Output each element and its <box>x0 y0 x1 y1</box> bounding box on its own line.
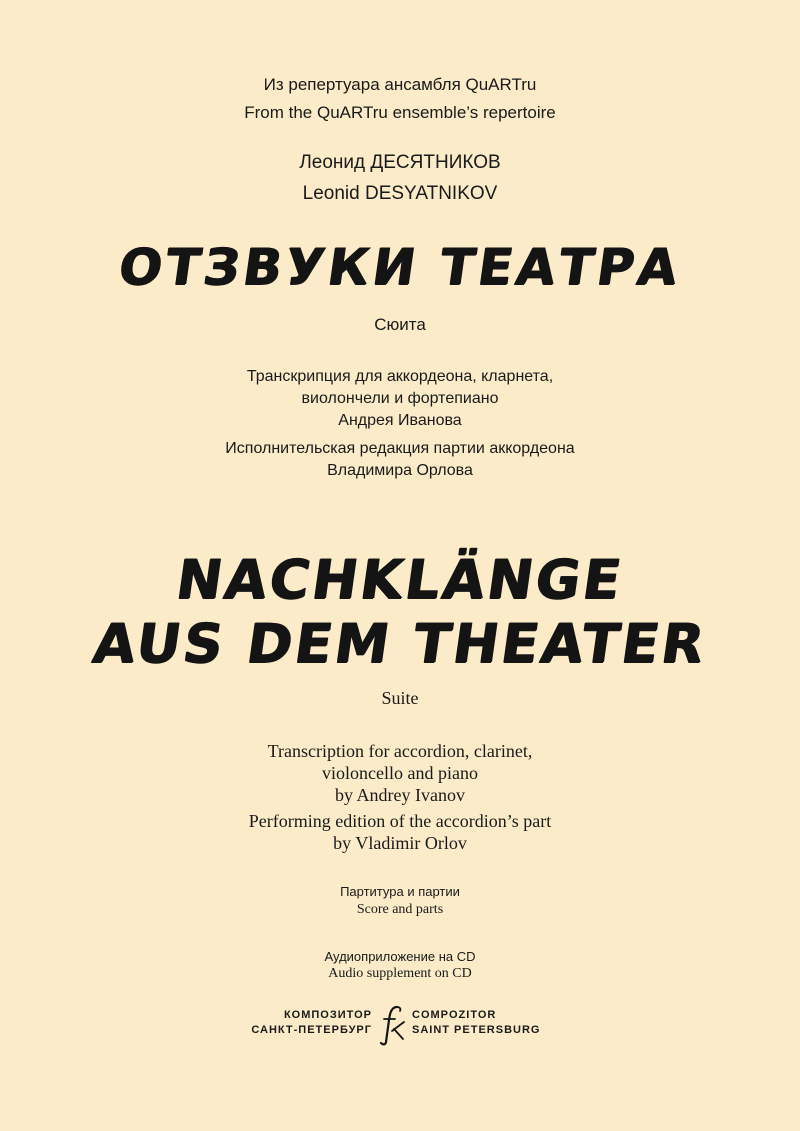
transcription-ru-line2: виолончели и фортепиано <box>301 390 499 407</box>
edition-en-line2: by Vladimir Orlov <box>333 833 467 853</box>
composer-en: Leonid DESYATNIKOV <box>302 183 498 204</box>
title-russian: ОТЗВУКИ ТЕАТРА <box>115 238 685 296</box>
audio-ru: Аудиоприложение на CD <box>324 949 476 964</box>
transcription-en-line1: Transcription for accordion, clarinet, <box>267 741 533 761</box>
audio-en: Audio supplement on CD <box>328 966 472 981</box>
publisher-block <box>0 1008 800 1048</box>
genre-russian: Сюита <box>374 315 426 334</box>
publisher-en-name: COMPOZITOR <box>412 1009 497 1021</box>
genre-english: Suite <box>381 688 419 708</box>
transcription-en-line2: violoncello and piano <box>322 763 478 783</box>
repertoire-en: From the QuARTru ensemble’s repertoire <box>244 103 556 122</box>
title-german-line1: NACHKLÄNGE <box>172 548 628 611</box>
score-en: Score and parts <box>356 902 444 917</box>
composer-ru: Леонид ДЕСЯТНИКОВ <box>299 152 501 173</box>
edition-ru-line2: Владимира Орлова <box>327 462 473 479</box>
publisher-ru <box>251 1008 372 1038</box>
repertoire-ru: Из репертуара ансамбля QuARTru <box>263 75 537 94</box>
transcription-ru-line3: Андрея Иванова <box>338 412 462 429</box>
compozitor-fk-logo-icon <box>378 1004 408 1046</box>
score-ru: Партитура и партии <box>340 884 460 899</box>
transcription-ru-line1: Транскрипция для аккордеона, кларнета, <box>246 368 554 385</box>
publisher-en-city: SAINT PETERSBURG <box>412 1024 541 1036</box>
publisher-ru-name: КОМПОЗИТОР <box>283 1009 372 1021</box>
edition-en-line1: Performing edition of the accordion’s part <box>248 811 552 831</box>
transcription-en-line3: by Andrey Ivanov <box>335 785 465 805</box>
publisher-ru-city: САНКТ-ПЕТЕРБУРГ <box>251 1024 372 1036</box>
title-german-line2: AUS DEM THEATER <box>89 612 711 675</box>
publisher-en <box>412 1008 540 1038</box>
edition-ru-line1: Исполнительская редакция партии аккордеона <box>225 440 575 457</box>
